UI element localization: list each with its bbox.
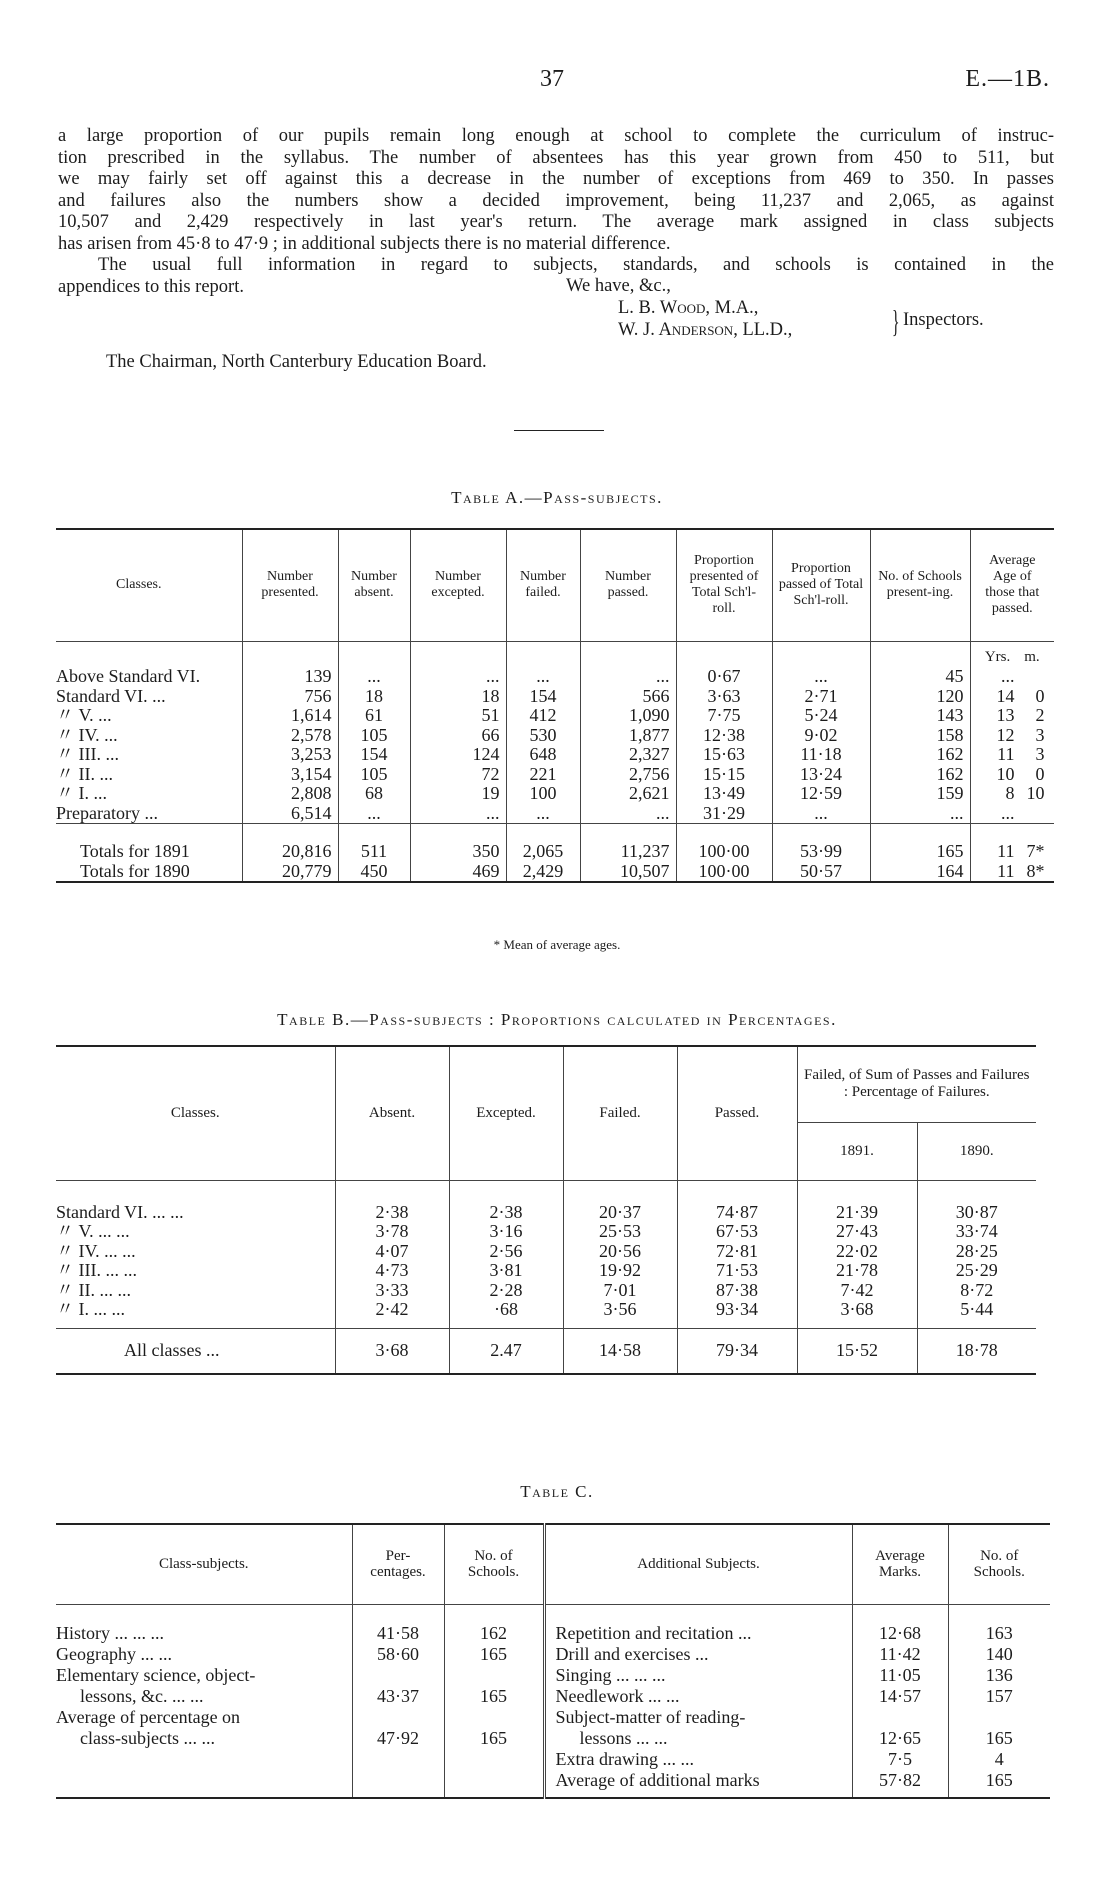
cell: 11·18: [772, 745, 870, 765]
col-header: No. of Schools.: [948, 1524, 1050, 1604]
age-months: 8*: [1026, 860, 1045, 881]
col-header: Excepted.: [449, 1046, 563, 1180]
age-years: 14: [996, 685, 1015, 706]
class-label: 〃 II. ...: [56, 763, 113, 784]
table-row: [56, 667, 1054, 687]
cell: 2,578: [242, 726, 338, 746]
document-code: E.—1B.: [965, 66, 1050, 92]
empty-cell: [506, 641, 580, 667]
cell: 27·43: [797, 1222, 917, 1242]
subject: Extra drawing ... ...: [555, 1748, 694, 1769]
age-cell: [970, 706, 1054, 726]
cell: 19·92: [563, 1261, 677, 1281]
cell: 2,808: [242, 784, 338, 804]
cell: 143: [870, 706, 970, 726]
cell: 47·92: [377, 1727, 419, 1748]
age-months: 3: [1035, 744, 1045, 764]
col-group-header: Failed, of Sum of Passes and Failures : Percentage of Failures.: [797, 1046, 1036, 1122]
col-header: 1891.: [797, 1122, 917, 1180]
col-header: 1890.: [917, 1122, 1036, 1180]
col-header: No. of Schools present-ing.: [870, 529, 970, 641]
cell: 2,327: [580, 745, 676, 765]
cell: 157: [985, 1685, 1013, 1706]
additional-subjects-col: [544, 1604, 852, 1798]
units-row: [56, 641, 1054, 667]
empty-cell: [242, 641, 338, 667]
table-row: [56, 745, 1054, 765]
cell: ...: [338, 667, 410, 687]
signer-2: W. J. Anderson, LL.D.,: [618, 320, 793, 340]
col-header: Classes.: [116, 577, 162, 593]
cell: 15·63: [676, 745, 772, 765]
age-cell: [970, 824, 1054, 862]
cell: 120: [870, 687, 970, 707]
table-a-caption: Table A.—Pass-subjects.: [451, 488, 663, 507]
intro-text: [58, 126, 1054, 298]
cell: 3·78: [335, 1222, 449, 1242]
cell: 3·81: [449, 1261, 563, 1281]
cell: 9·02: [772, 726, 870, 746]
age-years: 13: [996, 705, 1015, 725]
age-years: ...: [1001, 666, 1015, 686]
units-years: Yrs.: [984, 648, 1011, 665]
cell: 2.47: [449, 1328, 563, 1374]
cell: 68: [338, 784, 410, 804]
class-label: Above Standard VI.: [56, 666, 201, 686]
intro-line: 10,507 and 2,429 respectively in last year's return. The average mark assigned in class subjects: [58, 212, 1054, 232]
cell: 450: [338, 862, 410, 883]
cell: 25·53: [563, 1222, 677, 1242]
age-cell: [970, 784, 1054, 804]
col-header: Proportion passed of Total Sch'l-roll.: [772, 529, 870, 641]
subject: Elementary science, object-: [56, 1664, 256, 1685]
cell: 140: [985, 1643, 1013, 1664]
empty-cell: [580, 641, 676, 667]
cell: 648: [506, 745, 580, 765]
cell: 100: [506, 784, 580, 804]
table-row: [56, 1222, 1036, 1242]
table-b: [56, 1045, 1036, 1375]
cell: 51: [410, 706, 506, 726]
cell: 139: [242, 667, 338, 687]
cell: 2,621: [580, 784, 676, 804]
intro-line: a large proportion of our pupils remain long enough at school to complete the curriculum of instruc-: [58, 126, 1054, 146]
cell: 6,514: [242, 804, 338, 824]
inspectors-label: Inspectors.: [903, 310, 984, 330]
empty-cell: [676, 641, 772, 667]
subject: Needlework ... ...: [555, 1685, 680, 1706]
cell: 350: [410, 824, 506, 862]
cell: 2,756: [580, 765, 676, 785]
col-header: Passed.: [677, 1046, 797, 1180]
class-label: 〃 I. ... ...: [56, 1299, 125, 1319]
cell: 74·87: [677, 1180, 797, 1222]
cell: 158: [870, 726, 970, 746]
cell: 25·29: [917, 1261, 1036, 1281]
cell: 61: [338, 706, 410, 726]
cell: 165: [985, 1727, 1013, 1748]
age-months: 10: [1026, 783, 1045, 803]
cell: 43·37: [377, 1685, 419, 1706]
class-label: Standard VI. ... ...: [56, 1201, 184, 1222]
col-header: Failed.: [563, 1046, 677, 1180]
cell: 22·02: [797, 1242, 917, 1262]
cell: 469: [410, 862, 506, 883]
cell: ...: [506, 804, 580, 824]
cell: 31·29: [676, 804, 772, 824]
table-row: [56, 726, 1054, 746]
section-divider: [514, 430, 604, 431]
age-cell: [970, 745, 1054, 765]
col-header: Number absent.: [338, 529, 410, 641]
col-header: Additional Subjects.: [544, 1524, 852, 1604]
cell: ...: [410, 667, 506, 687]
cell: 165: [870, 824, 970, 862]
col-header: Number presented.: [242, 529, 338, 641]
cell: 165: [480, 1727, 507, 1748]
cell: ...: [870, 804, 970, 824]
cell: 10,507: [580, 862, 676, 883]
cell: 8·72: [917, 1281, 1036, 1301]
col-header: Proportion presented of Total Sch'l-roll.: [676, 529, 772, 641]
cell: 20·37: [563, 1180, 677, 1222]
age-months: 0: [1035, 763, 1045, 784]
cell: 2·38: [335, 1180, 449, 1222]
cell: 66: [410, 726, 506, 746]
cell: 136: [985, 1664, 1013, 1685]
table-row: [56, 1242, 1036, 1262]
cell: 163: [985, 1622, 1013, 1643]
closing: We have, &c.,: [566, 276, 671, 296]
class-label: 〃 III. ... ...: [56, 1260, 137, 1280]
cell: 13·24: [772, 765, 870, 785]
cell: 12·68: [879, 1622, 921, 1643]
subject: Drill and exercises ...: [555, 1643, 709, 1664]
subject: Singing ... ... ...: [555, 1664, 666, 1685]
subject: Average of percentage on: [56, 1706, 241, 1727]
cell: 1,877: [580, 726, 676, 746]
cell: 7·01: [563, 1281, 677, 1301]
cell: ...: [580, 804, 676, 824]
cell: 530: [506, 726, 580, 746]
age-months: 7*: [1026, 841, 1045, 861]
cell: 162: [870, 765, 970, 785]
table-row: [56, 1281, 1036, 1301]
cell: 21·39: [797, 1180, 917, 1222]
cell: 11·05: [879, 1664, 921, 1685]
table-row: [56, 1180, 1036, 1222]
intro-line: appendices to this report.: [58, 276, 244, 297]
cell: 4·07: [335, 1242, 449, 1262]
cell: 15·15: [676, 765, 772, 785]
cell: 19: [410, 784, 506, 804]
cell: 21·78: [797, 1261, 917, 1281]
age-years: 11: [997, 860, 1015, 881]
cell: 57·82: [879, 1769, 921, 1790]
cell: 71·53: [677, 1261, 797, 1281]
age-years: 11: [997, 744, 1015, 764]
subject: lessons ... ...: [579, 1727, 668, 1748]
empty-cell: [772, 641, 870, 667]
cell: 12·59: [772, 784, 870, 804]
cell: ...: [580, 667, 676, 687]
addressee: The Chairman, North Canterbury Education Board.: [106, 352, 487, 372]
cell: 72·81: [677, 1242, 797, 1262]
percentages-col: [352, 1604, 444, 1798]
cell: 58·60: [377, 1643, 419, 1664]
col-header: Per-centages.: [352, 1524, 444, 1604]
age-years: 8: [1005, 783, 1015, 803]
col-header: Number passed.: [580, 529, 676, 641]
table-row: [56, 1300, 1036, 1328]
cell: 11,237: [580, 824, 676, 862]
age-cell: [970, 804, 1054, 824]
cell: 100·00: [676, 862, 772, 883]
cell: 30·87: [917, 1180, 1036, 1222]
cell: 13·49: [676, 784, 772, 804]
class-label: 〃 V. ...: [56, 705, 112, 725]
cell: 2·56: [449, 1242, 563, 1262]
page-number: 37: [540, 66, 564, 92]
table-c-caption: Table C.: [520, 1482, 594, 1501]
cell: 3·68: [335, 1328, 449, 1374]
cell: 2·28: [449, 1281, 563, 1301]
class-label: Preparatory ...: [56, 802, 158, 823]
cell: 164: [870, 862, 970, 883]
subject: Geography ... ...: [56, 1643, 172, 1664]
age-years: 11: [997, 841, 1015, 861]
cell: 7·75: [676, 706, 772, 726]
cell: 1,090: [580, 706, 676, 726]
cell: 159: [870, 784, 970, 804]
cell: 20,816: [242, 824, 338, 862]
cell: 511: [338, 824, 410, 862]
cell: 3·63: [676, 687, 772, 707]
cell: 20,779: [242, 862, 338, 883]
cell: 41·58: [377, 1622, 419, 1643]
age-years: 10: [996, 763, 1015, 784]
cell: 45: [870, 667, 970, 687]
marks-col: [852, 1604, 948, 1798]
cell: 28·25: [917, 1242, 1036, 1262]
class-label: 〃 IV. ... ...: [56, 1240, 136, 1261]
cell: 162: [480, 1622, 507, 1643]
cell: 0·67: [676, 667, 772, 687]
table-row: [56, 1261, 1036, 1281]
cell: 105: [338, 765, 410, 785]
age-months: 2: [1035, 705, 1045, 725]
age-units: [970, 641, 1054, 667]
class-label: 〃 III. ...: [56, 744, 119, 764]
cell: 87·38: [677, 1281, 797, 1301]
age-months: 0: [1035, 685, 1045, 706]
col-header: Average Age of those that passed.: [970, 529, 1054, 641]
cell: 12·65: [879, 1727, 921, 1748]
table-a-footnote: * Mean of average ages.: [493, 937, 621, 952]
col-header: Classes.: [56, 1046, 335, 1180]
class-label: Standard VI. ...: [56, 685, 166, 706]
cell: 72: [410, 765, 506, 785]
cell: 14·57: [879, 1685, 921, 1706]
col-header: Number failed.: [506, 529, 580, 641]
cell: 93·34: [677, 1300, 797, 1328]
cell: 2·71: [772, 687, 870, 707]
table-row: [56, 765, 1054, 785]
age-cell: [970, 667, 1054, 687]
age-months: 3: [1035, 724, 1045, 745]
cell: 2·38: [449, 1180, 563, 1222]
table-row: [56, 706, 1054, 726]
class-label: 〃 II. ... ...: [56, 1279, 131, 1300]
schools-col: [444, 1604, 544, 1798]
cell: ...: [772, 667, 870, 687]
cell: 566: [580, 687, 676, 707]
cell: 18·78: [917, 1328, 1036, 1374]
col-header: Absent.: [335, 1046, 449, 1180]
cell: 124: [410, 745, 506, 765]
class-label: 〃 V. ... ...: [56, 1221, 130, 1241]
age-years: ...: [1001, 802, 1015, 823]
cell: 3·16: [449, 1222, 563, 1242]
cell: 20·56: [563, 1242, 677, 1262]
col-header: Number excepted.: [410, 529, 506, 641]
cell: 154: [506, 687, 580, 707]
cell: 100·00: [676, 824, 772, 862]
table-row: [56, 1328, 1036, 1374]
cell: 165: [480, 1685, 507, 1706]
cell: ...: [338, 804, 410, 824]
subject: Repetition and recitation ...: [555, 1622, 752, 1643]
cell: ·68: [449, 1300, 563, 1328]
table-c: [56, 1523, 1050, 1799]
table-b-caption: Table B.—Pass-subjects : Proportions calculated in Percentages.: [277, 1010, 837, 1029]
cell: 2,429: [506, 862, 580, 883]
age-years: 12: [996, 724, 1015, 745]
cell: 165: [985, 1769, 1013, 1790]
col-header: No. of Schools.: [444, 1524, 544, 1604]
cell: 165: [480, 1643, 507, 1664]
table-row: [56, 804, 1054, 824]
empty-cell: [56, 641, 242, 667]
cell: 412: [506, 706, 580, 726]
cell: 18: [338, 687, 410, 707]
subject: History ... ... ...: [56, 1622, 164, 1643]
class-label: All classes ...: [124, 1340, 220, 1360]
age-cell: [970, 862, 1054, 883]
table-a-header: [56, 529, 1054, 641]
cell: 221: [506, 765, 580, 785]
brace: }: [891, 303, 900, 339]
cell: 4·73: [335, 1261, 449, 1281]
class-label: 〃 I. ...: [56, 783, 107, 803]
cell: 105: [338, 726, 410, 746]
cell: 1,614: [242, 706, 338, 726]
cell: 756: [242, 687, 338, 707]
cell: 67·53: [677, 1222, 797, 1242]
cell: 7·42: [797, 1281, 917, 1301]
cell: 162: [870, 745, 970, 765]
intro-line: we may fairly set off against this a decrease in the number of exceptions from 469 to 350. In passes: [58, 169, 1054, 189]
empty-cell: [870, 641, 970, 667]
class-label: Totals for 1890: [80, 860, 190, 881]
cell: 7·5: [888, 1748, 912, 1769]
cell: 3·56: [563, 1300, 677, 1328]
cell: 2,065: [506, 824, 580, 862]
cell: 3·33: [335, 1281, 449, 1301]
age-cell: [970, 765, 1054, 785]
subject: Average of additional marks: [555, 1769, 760, 1790]
class-label: Totals for 1891: [80, 841, 190, 861]
cell: ...: [772, 804, 870, 824]
cell: 79·34: [677, 1328, 797, 1374]
table-b-header: [56, 1046, 1036, 1122]
cell: ...: [410, 804, 506, 824]
schools-col: [948, 1604, 1050, 1798]
cell: 5·24: [772, 706, 870, 726]
table-c-header: [56, 1524, 1050, 1604]
age-cell: [970, 726, 1054, 746]
cell: 14·58: [563, 1328, 677, 1374]
table-row: [56, 862, 1054, 883]
subject: Subject-matter of reading-: [555, 1706, 746, 1727]
table-row: [56, 687, 1054, 707]
empty-cell: [338, 641, 410, 667]
cell: 3,253: [242, 745, 338, 765]
empty-cell: [410, 641, 506, 667]
cell: 154: [338, 745, 410, 765]
cell: 3,154: [242, 765, 338, 785]
intro-line: The usual full information in regard to subjects, standards, and schools is contained in the: [98, 255, 1054, 275]
cell: 18: [410, 687, 506, 707]
table-row: [56, 784, 1054, 804]
intro-line: tion prescribed in the syllabus. The number of absentees has this year grown from 450 to 511, but: [58, 147, 1054, 168]
col-header: Class-subjects.: [158, 1556, 249, 1573]
cell: 50·57: [772, 862, 870, 883]
subject: lessons, &c. ... ...: [80, 1685, 204, 1706]
cell: 12·38: [676, 726, 772, 746]
cell: 11·42: [879, 1643, 921, 1664]
class-subjects-col: [56, 1604, 352, 1798]
cell: 2·42: [335, 1300, 449, 1328]
cell: 33·74: [917, 1222, 1036, 1242]
col-header: Average Marks.: [852, 1524, 948, 1604]
class-label: 〃 IV. ...: [56, 724, 118, 745]
cell: ...: [506, 667, 580, 687]
intro-line: and failures also the numbers show a decided improvement, being 11,237 and 2,065, as against: [58, 190, 1054, 211]
units-months: m.: [1024, 648, 1040, 665]
table-row: [56, 824, 1054, 862]
table-a: [56, 528, 1054, 883]
cell: 4: [994, 1748, 1004, 1769]
subject: class-subjects ... ...: [80, 1727, 215, 1748]
cell: 53·99: [772, 824, 870, 862]
intro-line: has arisen from 45·8 to 47·9 ; in additional subjects there is no material difference.: [58, 233, 671, 254]
cell: 5·44: [917, 1300, 1036, 1328]
cell: 15·52: [797, 1328, 917, 1374]
signer-1: L. B. Wood, M.A.,: [618, 298, 759, 318]
age-cell: [970, 687, 1054, 707]
cell: 3·68: [797, 1300, 917, 1328]
